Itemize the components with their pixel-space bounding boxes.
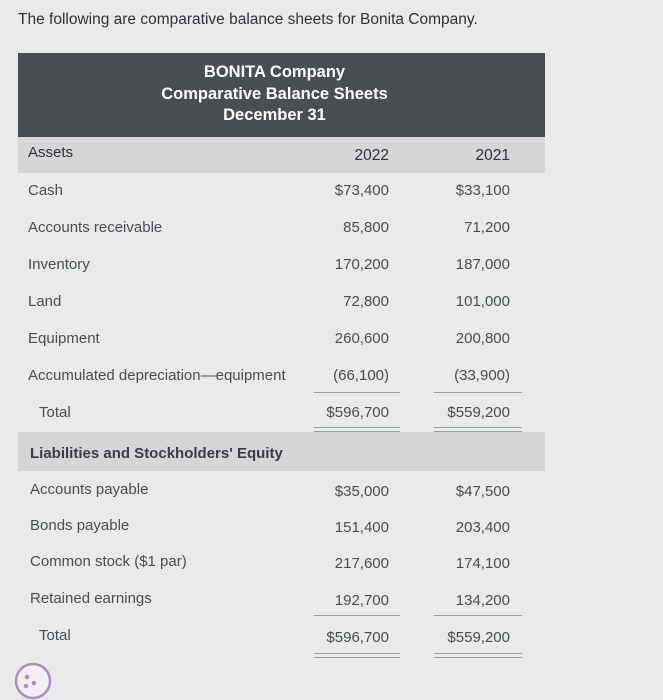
company-name: BONITA Company xyxy=(203,63,346,81)
value-2022: 151,400 xyxy=(334,519,389,536)
assets-total-row xyxy=(18,395,545,432)
table-row xyxy=(18,210,545,247)
value-2021: 187,000 xyxy=(455,256,510,273)
value-2022: 85,800 xyxy=(343,219,389,236)
value-2021: (33,900) xyxy=(454,367,510,384)
total-double-rule-2021 xyxy=(434,653,522,658)
total-2021: $559,200 xyxy=(447,629,510,646)
subtotal-rule-2022 xyxy=(314,392,400,393)
subtotal-rule-2022 xyxy=(314,615,400,616)
table-row xyxy=(18,247,545,284)
table-row xyxy=(18,545,545,582)
total-2022: $596,700 xyxy=(326,629,389,646)
row-label: Land xyxy=(28,293,62,310)
value-2022: 217,600 xyxy=(334,555,389,572)
value-2021: 203,400 xyxy=(455,519,510,536)
table-banner xyxy=(18,53,545,137)
value-2022: 260,600 xyxy=(334,330,389,347)
table-row xyxy=(18,508,545,545)
value-2021: 134,200 xyxy=(455,592,510,609)
table-row xyxy=(18,321,545,358)
row-label: Equipment xyxy=(28,330,100,347)
year-2022-header: 2022 xyxy=(354,147,389,164)
statement-date: December 31 xyxy=(223,106,326,124)
row-label: Accounts payable xyxy=(30,481,149,498)
table-row xyxy=(18,471,545,508)
year-2021-header: 2021 xyxy=(475,147,510,164)
value-2022: 72,800 xyxy=(343,293,389,310)
row-label: Accumulated depreciation—equipment xyxy=(28,367,286,384)
value-2021: $47,500 xyxy=(455,483,510,500)
row-label: Bonds payable xyxy=(30,517,130,534)
assets-heading: Assets xyxy=(28,144,74,161)
total-double-rule-2022 xyxy=(314,653,400,658)
total-label: Total xyxy=(39,404,71,421)
liabilities-heading: Liabilities and Stockholders' Equity xyxy=(30,445,283,462)
subtotal-rule-2021 xyxy=(434,392,522,393)
subtotal-rule-2021 xyxy=(434,615,522,616)
intro-text: The following are comparative balance sheets for Bonita Company. xyxy=(18,11,478,28)
table-row xyxy=(18,284,545,321)
total-label: Total xyxy=(39,627,71,644)
table-row xyxy=(18,358,545,395)
help-icon[interactable] xyxy=(12,660,54,700)
value-2021: 71,200 xyxy=(464,219,510,236)
row-label: Accounts receivable xyxy=(28,219,163,236)
row-label: Inventory xyxy=(28,256,90,273)
balance-sheet-table xyxy=(18,53,545,656)
value-2021: 101,000 xyxy=(455,293,510,310)
value-2022: $73,400 xyxy=(334,182,389,199)
table-row xyxy=(18,173,545,210)
value-2021: 174,100 xyxy=(455,555,510,572)
value-2021: 200,800 xyxy=(455,330,510,347)
value-2022: 192,700 xyxy=(334,592,389,609)
total-2021: $559,200 xyxy=(447,404,510,421)
liabilities-header-row xyxy=(18,432,545,471)
value-2022: 170,200 xyxy=(334,256,389,273)
row-label: Cash xyxy=(28,182,64,199)
assets-header-row xyxy=(18,137,545,173)
value-2022: $35,000 xyxy=(334,483,389,500)
value-2022: (66,100) xyxy=(333,367,389,384)
table-row xyxy=(18,582,545,619)
row-label: Common stock ($1 par) xyxy=(30,553,187,570)
row-label: Retained earnings xyxy=(30,590,152,607)
total-2022: $596,700 xyxy=(326,404,389,421)
statement-title: Comparative Balance Sheets xyxy=(161,84,388,103)
value-2021: $33,100 xyxy=(455,182,510,199)
liabilities-total-row xyxy=(18,619,545,656)
